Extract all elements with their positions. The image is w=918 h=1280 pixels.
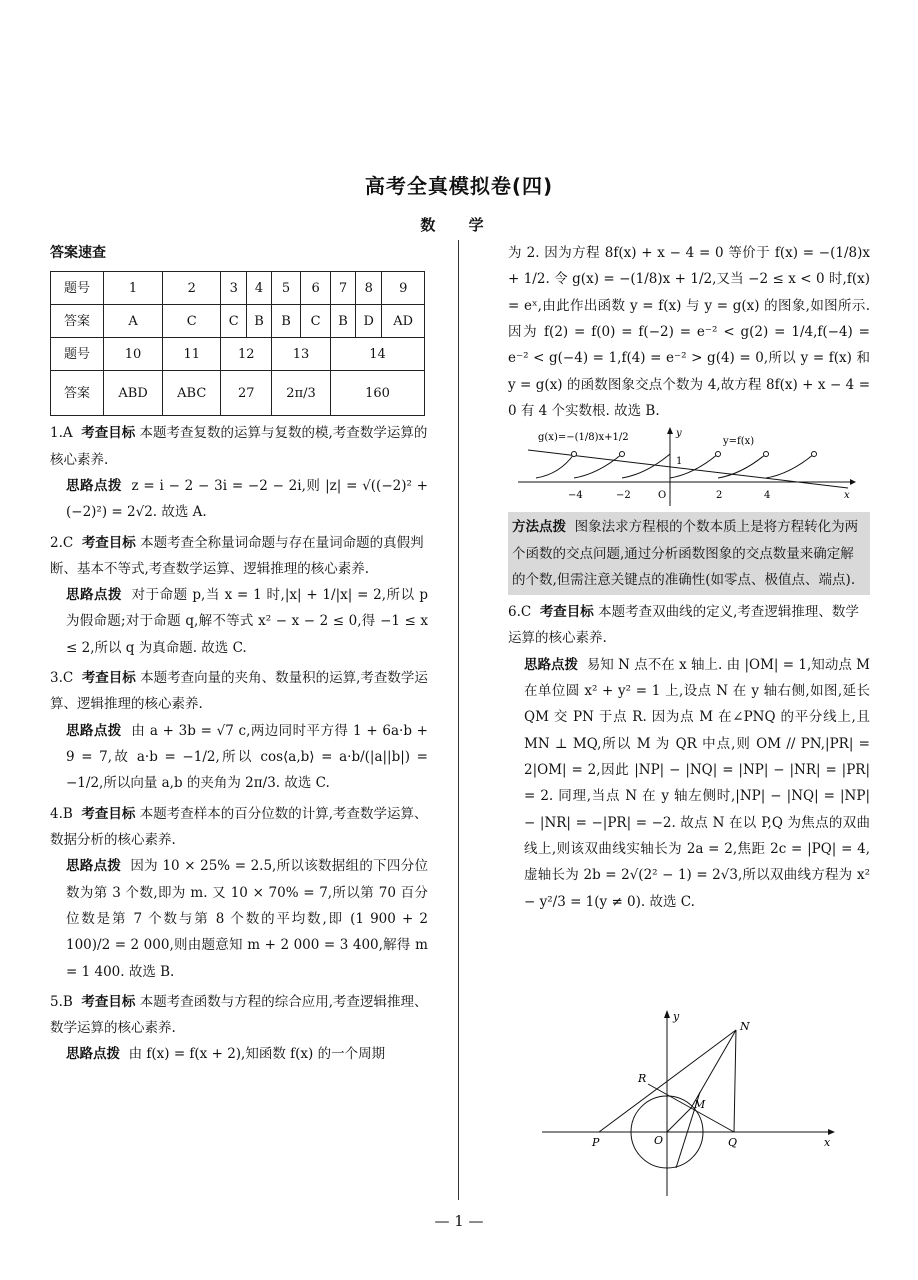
table-cell: 8 bbox=[355, 272, 381, 305]
method-box bbox=[508, 512, 870, 595]
hint-text: 由 f(x) = f(x + 2),知函数 f(x) 的一个周期 bbox=[128, 1046, 386, 1063]
table-cell: B bbox=[247, 305, 272, 338]
point-label: R bbox=[638, 1072, 647, 1085]
question-number: 3.C bbox=[50, 670, 74, 687]
table-cell: C bbox=[163, 305, 221, 338]
table-row bbox=[51, 371, 425, 416]
answer-key-heading: 答案速查 bbox=[50, 245, 106, 261]
table-cell: AD bbox=[382, 305, 425, 338]
hint-label: 思路点拨 bbox=[66, 477, 122, 494]
axis-label: x bbox=[824, 1136, 831, 1149]
hint-text: 对于命题 p,当 x = 1 时,|x| + 1/|x| = 2,所以 p 为假命题;对于命题 q,解不等式 x² − x − 2 ≤ 0,得 −1 ≤ x ≤ 2,所以 q 为真命题. 故选 C. bbox=[66, 587, 428, 656]
target-label: 考查目标 bbox=[81, 425, 136, 442]
target-label: 考查目标 bbox=[539, 604, 594, 621]
question-1 bbox=[50, 420, 428, 525]
point-label: P bbox=[592, 1136, 600, 1149]
line-NQ bbox=[734, 1030, 736, 1132]
hint-text: 易知 N 点不在 x 轴上. 由 |OM| = 1,知动点 M 在单位圆 x² + y² = 1 上,设点 N 在 y 轴右侧,如图,延长 QM 交 PN 于点 R. 因为点 M 在∠PNQ 的平分线上,且 MN ⊥ MQ,所以 M 为 QR 中点,则 OM // PN,|PR| = 2|OM| = 2,因此 |NP| − |NQ| = |NP| − |NR| = |PR| = 2. 同理,当点 N 在 y 轴左侧时,|NP| − |NQ| = |NP| − |NR| = −|PR| = −2. 故点 N 在以 P,Q 为焦点的双曲线上,则该双曲线实轴长为 2a = 2,焦距 2c = |PQ| = 4,虚轴长为 2b = 2√(2² − 1) = 2√3,所以双曲线方程为 x² − y²/3 = 1(y ≠ 0). 故选 C. bbox=[524, 656, 870, 910]
g-label: g(x)=−(1/8)x+1/2 bbox=[538, 432, 629, 444]
x-axis-arrow bbox=[828, 1129, 835, 1135]
curve-f bbox=[536, 454, 814, 478]
tick-label: 1 bbox=[676, 456, 683, 468]
table-cell: 10 bbox=[104, 338, 163, 371]
table-row bbox=[51, 272, 425, 305]
target-text: 本题考查双曲线的定义,考查逻辑推理、数学运算的核心素养. bbox=[508, 604, 859, 647]
target-text: 本题考查复数的运算与复数的模,考查数学运算的核心素养. bbox=[50, 425, 428, 468]
point-label: M bbox=[694, 1098, 706, 1111]
hint-label: 思路点拨 bbox=[66, 858, 122, 875]
question-number: 4.B bbox=[50, 805, 73, 822]
target-label: 考查目标 bbox=[81, 670, 136, 687]
table-cell: 1 bbox=[104, 272, 163, 305]
table-cell: B bbox=[272, 305, 301, 338]
open-point bbox=[812, 452, 817, 457]
question-4 bbox=[50, 801, 428, 985]
target-label: 考查目标 bbox=[81, 993, 136, 1010]
open-point bbox=[716, 452, 721, 457]
question-6 bbox=[508, 599, 870, 915]
hint-label: 思路点拨 bbox=[66, 1046, 120, 1063]
function-graph-figure bbox=[518, 426, 858, 508]
open-point bbox=[764, 452, 769, 457]
column-divider bbox=[458, 240, 459, 1200]
table-cell: 7 bbox=[331, 272, 356, 305]
target-label: 考查目标 bbox=[81, 534, 136, 551]
page-title: 高考全真模拟卷(四) bbox=[364, 174, 554, 198]
x-axis-arrow bbox=[850, 479, 856, 485]
point-label: N bbox=[740, 1020, 750, 1033]
table-row bbox=[51, 338, 425, 371]
table-cell: 5 bbox=[272, 272, 301, 305]
table-cell: C bbox=[221, 305, 247, 338]
y-axis-arrow bbox=[667, 427, 673, 434]
table-cell: 4 bbox=[247, 272, 272, 305]
hint-label: 思路点拨 bbox=[66, 587, 123, 604]
table-cell: C bbox=[301, 305, 331, 338]
point-label: Q bbox=[728, 1136, 738, 1149]
table-cell: 14 bbox=[331, 338, 425, 371]
method-text: 图象法求方程根的个数本质上是将方程转化为两个函数的交点问题,通过分析函数图象的交点数量来确定解的个数,但需注意关键点的准确性(如零点、极值点、端点). bbox=[512, 519, 859, 588]
q5-continuation: 为 2. 因为方程 8f(x) + x − 4 = 0 等价于 f(x) = −(1/8)x + 1/2. 令 g(x) = −(1/8)x + 1/2,又当 −2 ≤ x < 0 时,f(x) = eˣ,由此作出函数 y = f(x) 与 y = g(x) 的图象,如图所示. 因为 f(2) = f(0) = f(−2) = e⁻² < g(2) = 1/4,f(−4) = e⁻² < g(−4) = 1,f(4) = e⁻² > g(4) = 0,所以 y = f(x) 和 y = g(x) 的函数图象交点个数为 4,故方程 8f(x) + x − 4 = 0 有 4 个实数根. 故选 B. bbox=[508, 245, 870, 419]
x-label: x bbox=[844, 490, 850, 502]
table-cell: D bbox=[355, 305, 381, 338]
target-text: 本题考查函数与方程的综合应用,考查逻辑推理、数学运算的核心素养. bbox=[50, 993, 428, 1037]
table-cell: 13 bbox=[272, 338, 331, 371]
axis-label: y bbox=[673, 1010, 680, 1023]
y-axis-arrow bbox=[664, 1010, 670, 1018]
hint-text: 因为 10 × 25% = 2.5,所以该数据组的下四分位数为第 3 个数,即为 m. 又 10 × 70% = 7,所以第 70 百分位数是第 7 个数与第 8 个数的平均数,即 (1 900 + 2 100)/2 = 2 000,则由题意知 m + 2 000 = 3 400,解得 m = 1 400. 故选 B. bbox=[66, 858, 428, 980]
table-cell: B bbox=[331, 305, 356, 338]
table-cell: 2 bbox=[163, 272, 221, 305]
table-cell: ABC bbox=[163, 371, 221, 416]
question-number: 6.C bbox=[508, 604, 532, 621]
question-2 bbox=[50, 530, 428, 662]
question-number: 5.B bbox=[50, 993, 73, 1010]
page-number: — 1 — bbox=[434, 1212, 484, 1230]
table-cell: 160 bbox=[331, 371, 425, 416]
table-cell: 题号 bbox=[51, 272, 104, 305]
tick-label: −2 bbox=[616, 490, 631, 502]
subject-title: 数 学 bbox=[420, 216, 498, 234]
method-label: 方法点拨 bbox=[512, 519, 566, 536]
hint-text: z = i − 2 − 3i = −2 − 2i,则 |z| = √((−2)² + (−2)²) = 2√2. 故选 A. bbox=[66, 477, 428, 521]
table-cell: 3 bbox=[221, 272, 247, 305]
table-row bbox=[51, 305, 425, 338]
open-point bbox=[620, 452, 625, 457]
line-OM bbox=[667, 1108, 691, 1132]
right-column bbox=[508, 240, 870, 915]
question-3 bbox=[50, 665, 428, 797]
answer-table bbox=[50, 271, 425, 416]
target-text: 本题考查样本的百分位数的计算,考查数学运算、数据分析的核心素养. bbox=[50, 805, 428, 848]
tick-label: 4 bbox=[764, 490, 771, 502]
target-text: 本题考查向量的夹角、数量积的运算,考查数学运算、逻辑推理的核心素养. bbox=[50, 670, 428, 713]
hyperbola-figure bbox=[540, 1008, 840, 1198]
table-cell: 答案 bbox=[51, 371, 104, 416]
question-number: 1.A bbox=[50, 425, 73, 442]
table-cell: 11 bbox=[163, 338, 221, 371]
y-label: y bbox=[676, 428, 682, 440]
left-column bbox=[50, 240, 428, 1068]
table-cell: 9 bbox=[382, 272, 425, 305]
table-cell: 12 bbox=[221, 338, 272, 371]
tick-label: O bbox=[658, 490, 667, 502]
question-number: 2.C bbox=[50, 534, 74, 551]
hint-label: 思路点拨 bbox=[524, 656, 579, 673]
question-5 bbox=[50, 989, 428, 1068]
line-MN bbox=[691, 1030, 736, 1108]
tick-label: −4 bbox=[568, 490, 583, 502]
target-text: 本题考查全称量词命题与存在量词命题的真假判断、基本不等式,考查数学运算、逻辑推理的核心素养. bbox=[50, 534, 424, 577]
table-cell: 2π/3 bbox=[272, 371, 331, 416]
point-label: O bbox=[654, 1134, 664, 1147]
hint-text: 由 a + 3b = √7 c,两边同时平方得 1 + 6a·b + 9 = 7,故 a·b = −1/2,所以 cos⟨a,b⟩ = a·b/(|a||b|) = −1/2,所以向量 a,b 的夹角为 2π/3. 故选 C. bbox=[66, 722, 428, 792]
open-point bbox=[572, 452, 577, 457]
table-cell: A bbox=[104, 305, 163, 338]
table-cell: ABD bbox=[104, 371, 163, 416]
hint-label: 思路点拨 bbox=[66, 722, 122, 739]
table-cell: 答案 bbox=[51, 305, 104, 338]
table-cell: 题号 bbox=[51, 338, 104, 371]
f-label: y=f(x) bbox=[723, 436, 755, 448]
target-label: 考查目标 bbox=[81, 805, 136, 822]
tick-label: 2 bbox=[716, 490, 723, 502]
table-cell: 6 bbox=[301, 272, 331, 305]
table-cell: 27 bbox=[221, 371, 272, 416]
